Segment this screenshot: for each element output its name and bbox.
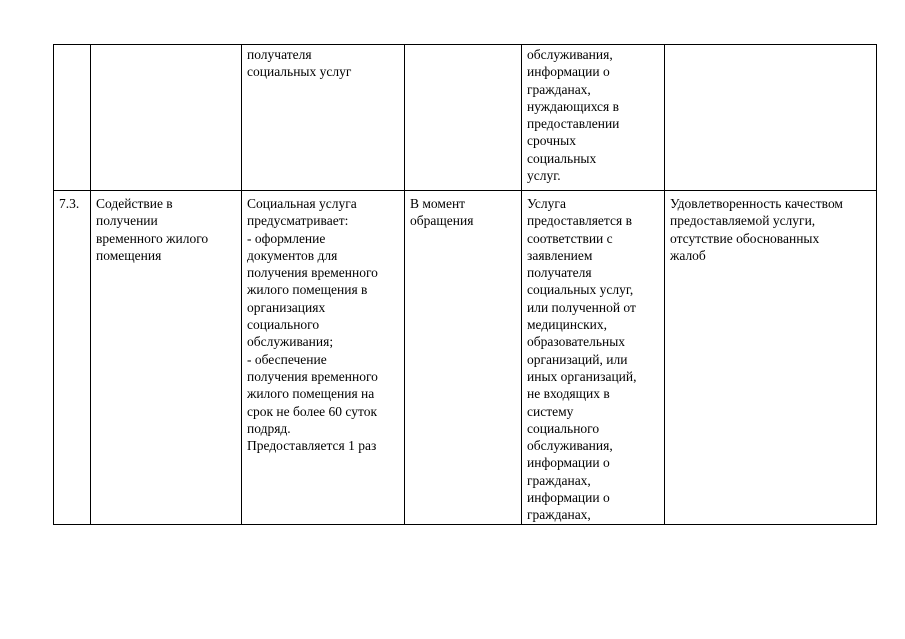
cell-number: 7.3. (54, 191, 91, 525)
cell-number (54, 45, 91, 191)
table-row (54, 191, 877, 525)
cell-conditions: обслуживания, информации о гражданах, нуждающихся в предоставлении срочных социальных услуг. (522, 45, 665, 191)
cell-timing: В момент обращения (405, 191, 522, 525)
cell-service-name: Содействие в получении временного жилого помещения (91, 191, 242, 525)
table-row (54, 45, 877, 191)
cell-conditions: Услуга предоставляется в соответствии с заявлением получателя социальных услуг, или полученной от медицинских, образовательных организаций, или иных организаций, не входящих в систему социального обслуживания, информации о гражданах, информации о гражданах, (522, 191, 665, 525)
cell-service-name (91, 45, 242, 191)
cell-quality (665, 45, 877, 191)
cell-quality: Удовлетворенность качеством предоставляемой услуги, отсутствие обоснованных жалоб (665, 191, 877, 525)
cell-timing (405, 45, 522, 191)
services-table (53, 44, 877, 525)
cell-description: Социальная услуга предусматривает: - оформление документов для получения временного жилого помещения в организациях социального обслуживания; - обеспечение получения временного жилого помещения на срок не более 60 суток подряд. Предоставляется 1 раз (242, 191, 405, 525)
cell-description: получателя социальных услуг (242, 45, 405, 191)
